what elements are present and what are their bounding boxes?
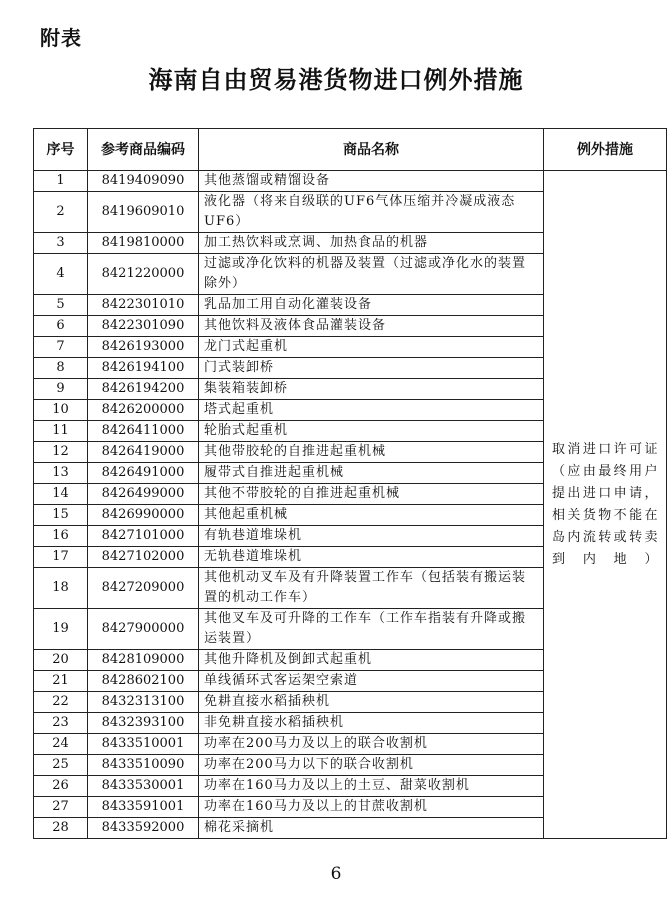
row-name: 非免耕直接水稻插秧机	[199, 713, 544, 734]
row-name: 龙门式起重机	[199, 337, 544, 358]
row-code: 8433510001	[88, 734, 199, 755]
row-code: 8426411000	[88, 421, 199, 442]
row-index: 24	[34, 734, 88, 755]
row-code: 8433530001	[88, 776, 199, 797]
row-name: 其他叉车及可升降的工作车（工作车指装有升降或搬运装置）	[199, 609, 544, 650]
row-index: 16	[34, 526, 88, 547]
row-name: 有轨巷道堆垛机	[199, 526, 544, 547]
row-index: 15	[34, 505, 88, 526]
row-name: 功率在160马力及以上的甘蔗收割机	[199, 797, 544, 818]
row-code: 8419609010	[88, 192, 199, 233]
row-index: 26	[34, 776, 88, 797]
row-code: 8426419000	[88, 442, 199, 463]
annex-label: 附表	[40, 26, 82, 50]
row-name: 其他升降机及倒卸式起重机	[199, 650, 544, 671]
row-index: 17	[34, 547, 88, 568]
row-code: 8426200000	[88, 400, 199, 421]
row-name: 加工热饮料或烹调、加热食品的机器	[199, 233, 544, 254]
row-name: 其他带胶轮的自推进起重机械	[199, 442, 544, 463]
page-number: 6	[330, 864, 342, 884]
row-name: 功率在160马力及以上的土豆、甜菜收割机	[199, 776, 544, 797]
row-index: 18	[34, 568, 88, 609]
header-name: 商品名称	[199, 129, 544, 171]
row-index: 1	[34, 171, 88, 192]
row-name: 免耕直接水稻插秧机	[199, 692, 544, 713]
page-title: 海南自由贸易港货物进口例外措施	[148, 66, 524, 94]
row-name: 其他饮料及液体食品灌装设备	[199, 316, 544, 337]
row-name: 其他机动叉车及有升降装置工作车（包括装有搬运装置的机动工作车）	[199, 568, 544, 609]
row-name: 乳品加工用自动化灌装设备	[199, 295, 544, 316]
exception-measures-table	[33, 128, 667, 839]
row-index: 6	[34, 316, 88, 337]
row-code: 8426990000	[88, 505, 199, 526]
row-code: 8426499000	[88, 484, 199, 505]
header-measure: 例外措施	[544, 129, 667, 171]
row-index: 10	[34, 400, 88, 421]
row-index: 27	[34, 797, 88, 818]
row-code: 8419409090	[88, 171, 199, 192]
row-index: 2	[34, 192, 88, 233]
row-index: 20	[34, 650, 88, 671]
row-name: 无轨巷道堆垛机	[199, 547, 544, 568]
row-code: 8432313100	[88, 692, 199, 713]
row-name: 其他蒸馏或精馏设备	[199, 171, 544, 192]
exception-measure-cell: 取消进口许可证（应由最终用户提出进口申请，相关货物不能在岛内流转或转卖到内地）	[544, 171, 667, 839]
row-name: 其他起重机械	[199, 505, 544, 526]
row-index: 9	[34, 379, 88, 400]
row-name: 集装箱装卸桥	[199, 379, 544, 400]
row-index: 8	[34, 358, 88, 379]
header-index: 序号	[34, 129, 88, 171]
row-code: 8433592000	[88, 818, 199, 839]
table-header-row	[34, 129, 667, 171]
row-index: 4	[34, 254, 88, 295]
row-index: 14	[34, 484, 88, 505]
row-name: 过滤或净化饮料的机器及装置（过滤或净化水的装置除外）	[199, 254, 544, 295]
row-index: 22	[34, 692, 88, 713]
row-code: 8419810000	[88, 233, 199, 254]
row-code: 8421220000	[88, 254, 199, 295]
row-index: 11	[34, 421, 88, 442]
row-code: 8426491000	[88, 463, 199, 484]
row-code: 8428109000	[88, 650, 199, 671]
row-index: 23	[34, 713, 88, 734]
row-name: 塔式起重机	[199, 400, 544, 421]
row-code: 8432393100	[88, 713, 199, 734]
row-name: 单线循环式客运架空索道	[199, 671, 544, 692]
row-name: 功率在200马力以下的联合收割机	[199, 755, 544, 776]
row-index: 12	[34, 442, 88, 463]
row-index: 13	[34, 463, 88, 484]
row-name: 履带式自推进起重机械	[199, 463, 544, 484]
row-index: 3	[34, 233, 88, 254]
row-code: 8428602100	[88, 671, 199, 692]
row-name: 功率在200马力及以上的联合收割机	[199, 734, 544, 755]
row-code: 8427102000	[88, 547, 199, 568]
row-name: 棉花采摘机	[199, 818, 544, 839]
table-body	[34, 171, 667, 839]
row-index: 21	[34, 671, 88, 692]
row-name: 其他不带胶轮的自推进起重机械	[199, 484, 544, 505]
row-code: 8422301090	[88, 316, 199, 337]
row-name: 液化器（将来自级联的UF6气体压缩并冷凝成液态UF6）	[199, 192, 544, 233]
header-code: 参考商品编码	[88, 129, 199, 171]
row-index: 7	[34, 337, 88, 358]
row-code: 8426193000	[88, 337, 199, 358]
row-index: 19	[34, 609, 88, 650]
table-row	[34, 171, 667, 192]
row-code: 8427900000	[88, 609, 199, 650]
row-name: 轮胎式起重机	[199, 421, 544, 442]
row-index: 5	[34, 295, 88, 316]
row-code: 8422301010	[88, 295, 199, 316]
row-code: 8426194100	[88, 358, 199, 379]
row-name: 门式装卸桥	[199, 358, 544, 379]
row-code: 8433510090	[88, 755, 199, 776]
row-code: 8427209000	[88, 568, 199, 609]
row-index: 25	[34, 755, 88, 776]
row-code: 8427101000	[88, 526, 199, 547]
row-code: 8433591001	[88, 797, 199, 818]
row-code: 8426194200	[88, 379, 199, 400]
row-index: 28	[34, 818, 88, 839]
